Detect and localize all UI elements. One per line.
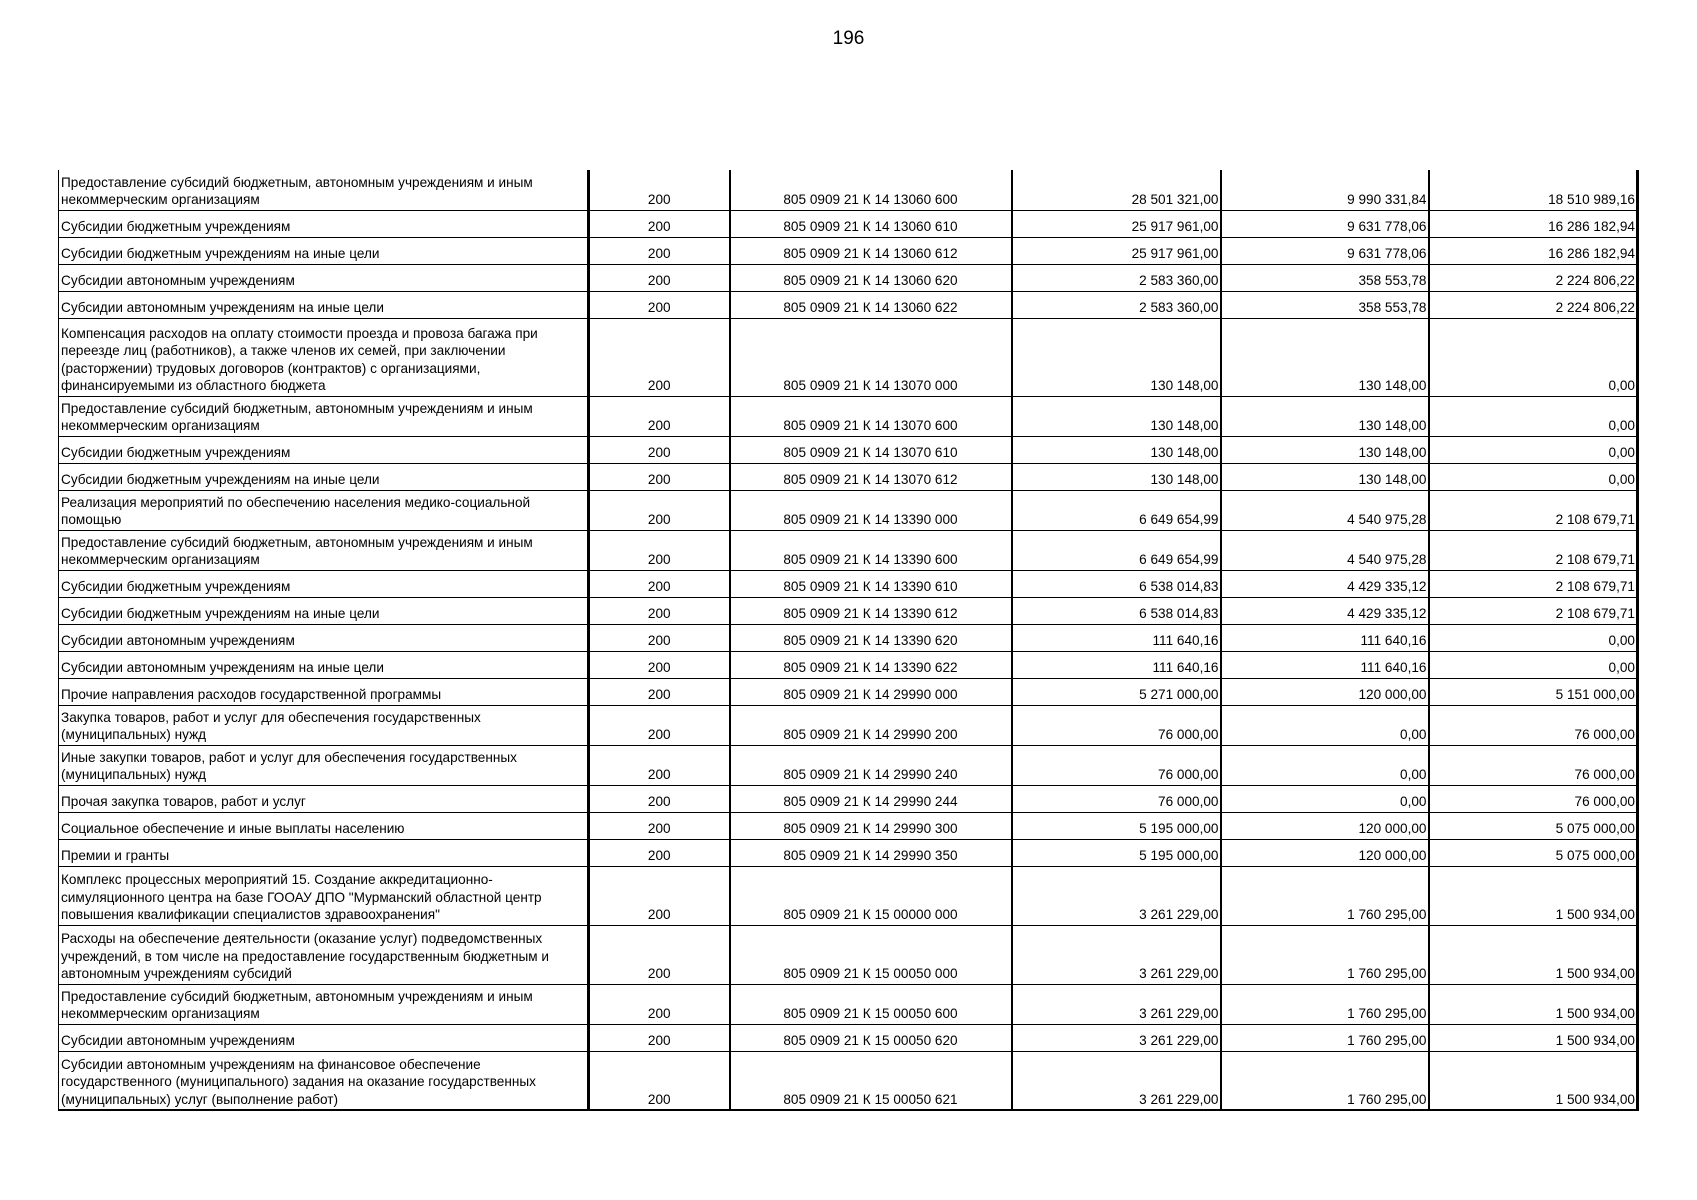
row-approved: 111 640,16 — [1012, 651, 1221, 678]
row-executed: 4 429 335,12 — [1221, 597, 1429, 624]
row-kbk: 805 0909 21 К 15 00050 000 — [730, 925, 1012, 984]
row-code: 200 — [589, 436, 730, 463]
row-code: 200 — [589, 925, 730, 984]
row-kbk: 805 0909 21 К 14 29990 240 — [730, 745, 1012, 785]
table-row — [59, 925, 1638, 984]
row-kbk: 805 0909 21 К 14 13070 000 — [730, 318, 1012, 396]
row-name: Расходы на обеспечение деятельности (оказание услуг) подведомственных учреждений, в том числе на предоставление государственным бюджетным и автономным учреждениям субсидий — [59, 925, 589, 984]
row-name: Субсидии автономным учреждениям — [59, 624, 589, 651]
row-code: 200 — [589, 1051, 730, 1110]
table-row — [59, 745, 1638, 785]
row-executed: 9 631 778,06 — [1221, 210, 1429, 237]
row-code: 200 — [589, 264, 730, 291]
row-unexecuted: 1 500 934,00 — [1429, 866, 1638, 925]
row-approved: 3 261 229,00 — [1012, 1051, 1221, 1110]
row-unexecuted: 16 286 182,94 — [1429, 210, 1638, 237]
row-unexecuted: 5 151 000,00 — [1429, 678, 1638, 705]
row-name: Предоставление субсидий бюджетным, автономным учреждениям и иным некоммерческим организациям — [59, 170, 589, 210]
page-number: 196 — [832, 28, 865, 49]
row-code: 200 — [589, 785, 730, 812]
table-row — [59, 436, 1638, 463]
row-code: 200 — [589, 678, 730, 705]
row-executed: 1 760 295,00 — [1221, 1051, 1429, 1110]
row-executed: 9 631 778,06 — [1221, 237, 1429, 264]
row-code: 200 — [589, 1024, 730, 1051]
row-approved: 2 583 360,00 — [1012, 291, 1221, 318]
row-name: Субсидии автономным учреждениям — [59, 264, 589, 291]
row-name: Комплекс процессных мероприятий 15. Создание аккредитационно-симуляционного центра на базе ГООАУ ДПО "Мурманский областной центр повышения квалификации специалистов здравоохранения" — [59, 866, 589, 925]
row-kbk: 805 0909 21 К 14 13060 612 — [730, 237, 1012, 264]
row-approved: 76 000,00 — [1012, 705, 1221, 745]
row-code: 200 — [589, 530, 730, 570]
row-unexecuted: 5 075 000,00 — [1429, 812, 1638, 839]
row-kbk: 805 0909 21 К 14 13060 610 — [730, 210, 1012, 237]
row-code: 200 — [589, 745, 730, 785]
row-kbk: 805 0909 21 К 14 13060 620 — [730, 264, 1012, 291]
row-name: Премии и гранты — [59, 839, 589, 866]
row-approved: 6 538 014,83 — [1012, 570, 1221, 597]
row-kbk: 805 0909 21 К 14 29990 350 — [730, 839, 1012, 866]
row-code: 200 — [589, 318, 730, 396]
row-unexecuted: 76 000,00 — [1429, 705, 1638, 745]
row-unexecuted: 1 500 934,00 — [1429, 984, 1638, 1024]
row-kbk: 805 0909 21 К 14 13390 600 — [730, 530, 1012, 570]
row-name: Иные закупки товаров, работ и услуг для обеспечения государственных (муниципальных) нужд — [59, 745, 589, 785]
row-approved: 3 261 229,00 — [1012, 925, 1221, 984]
table-row — [59, 812, 1638, 839]
row-name: Субсидии автономным учреждениям на иные цели — [59, 291, 589, 318]
row-executed: 120 000,00 — [1221, 678, 1429, 705]
table-row — [59, 530, 1638, 570]
row-name: Субсидии бюджетным учреждениям на иные цели — [59, 597, 589, 624]
row-unexecuted: 0,00 — [1429, 624, 1638, 651]
row-executed: 111 640,16 — [1221, 651, 1429, 678]
table-row — [59, 678, 1638, 705]
table-row — [59, 651, 1638, 678]
row-code: 200 — [589, 651, 730, 678]
table-row — [59, 170, 1638, 210]
table-row — [59, 597, 1638, 624]
row-executed: 0,00 — [1221, 745, 1429, 785]
row-name: Реализация мероприятий по обеспечению населения медико-социальной помощью — [59, 490, 589, 530]
row-code: 200 — [589, 170, 730, 210]
row-executed: 1 760 295,00 — [1221, 1024, 1429, 1051]
row-approved: 5 271 000,00 — [1012, 678, 1221, 705]
row-approved: 3 261 229,00 — [1012, 1024, 1221, 1051]
row-name: Субсидии бюджетным учреждениям на иные цели — [59, 463, 589, 490]
row-name: Предоставление субсидий бюджетным, автономным учреждениям и иным некоммерческим организациям — [59, 530, 589, 570]
row-unexecuted: 1 500 934,00 — [1429, 1024, 1638, 1051]
row-kbk: 805 0909 21 К 14 29990 300 — [730, 812, 1012, 839]
row-unexecuted: 2 108 679,71 — [1429, 490, 1638, 530]
row-executed: 130 148,00 — [1221, 436, 1429, 463]
row-unexecuted: 16 286 182,94 — [1429, 237, 1638, 264]
row-kbk: 805 0909 21 К 15 00050 620 — [730, 1024, 1012, 1051]
row-approved: 6 538 014,83 — [1012, 597, 1221, 624]
row-code: 200 — [589, 396, 730, 436]
row-executed: 0,00 — [1221, 705, 1429, 745]
row-unexecuted: 2 224 806,22 — [1429, 264, 1638, 291]
row-executed: 358 553,78 — [1221, 264, 1429, 291]
row-name: Субсидии автономным учреждениям — [59, 1024, 589, 1051]
row-name: Субсидии бюджетным учреждениям на иные цели — [59, 237, 589, 264]
row-kbk: 805 0909 21 К 14 13390 610 — [730, 570, 1012, 597]
row-kbk: 805 0909 21 К 14 13390 000 — [730, 490, 1012, 530]
row-kbk: 805 0909 21 К 14 13390 612 — [730, 597, 1012, 624]
row-kbk: 805 0909 21 К 14 13390 620 — [730, 624, 1012, 651]
row-approved: 6 649 654,99 — [1012, 490, 1221, 530]
table-row — [59, 237, 1638, 264]
row-unexecuted: 2 224 806,22 — [1429, 291, 1638, 318]
row-unexecuted: 76 000,00 — [1429, 785, 1638, 812]
row-name: Предоставление субсидий бюджетным, автономным учреждениям и иным некоммерческим организациям — [59, 984, 589, 1024]
row-approved: 76 000,00 — [1012, 785, 1221, 812]
table-row — [59, 839, 1638, 866]
row-kbk: 805 0909 21 К 15 00050 621 — [730, 1051, 1012, 1110]
row-name: Прочая закупка товаров, работ и услуг — [59, 785, 589, 812]
row-code: 200 — [589, 570, 730, 597]
table-row — [59, 705, 1638, 745]
row-executed: 4 540 975,28 — [1221, 530, 1429, 570]
row-approved: 130 148,00 — [1012, 318, 1221, 396]
row-kbk: 805 0909 21 К 14 13060 622 — [730, 291, 1012, 318]
row-kbk: 805 0909 21 К 15 00000 000 — [730, 866, 1012, 925]
row-unexecuted: 1 500 934,00 — [1429, 1051, 1638, 1110]
row-approved: 130 148,00 — [1012, 396, 1221, 436]
row-kbk: 805 0909 21 К 14 29990 200 — [730, 705, 1012, 745]
table-row — [59, 866, 1638, 925]
row-executed: 4 429 335,12 — [1221, 570, 1429, 597]
row-approved: 25 917 961,00 — [1012, 237, 1221, 264]
table-row — [59, 210, 1638, 237]
row-unexecuted: 2 108 679,71 — [1429, 530, 1638, 570]
budget-table-body — [59, 170, 1638, 1110]
row-name: Прочие направления расходов государственной программы — [59, 678, 589, 705]
row-code: 200 — [589, 210, 730, 237]
row-code: 200 — [589, 291, 730, 318]
table-row — [59, 1024, 1638, 1051]
row-unexecuted: 0,00 — [1429, 396, 1638, 436]
row-code: 200 — [589, 705, 730, 745]
row-code: 200 — [589, 237, 730, 264]
row-unexecuted: 2 108 679,71 — [1429, 570, 1638, 597]
table-row — [59, 785, 1638, 812]
row-executed: 120 000,00 — [1221, 812, 1429, 839]
row-code: 200 — [589, 490, 730, 530]
row-code: 200 — [589, 984, 730, 1024]
row-executed: 4 540 975,28 — [1221, 490, 1429, 530]
row-executed: 111 640,16 — [1221, 624, 1429, 651]
row-kbk: 805 0909 21 К 14 13070 600 — [730, 396, 1012, 436]
row-executed: 358 553,78 — [1221, 291, 1429, 318]
row-code: 200 — [589, 812, 730, 839]
row-executed: 130 148,00 — [1221, 463, 1429, 490]
row-unexecuted: 2 108 679,71 — [1429, 597, 1638, 624]
row-executed: 9 990 331,84 — [1221, 170, 1429, 210]
row-approved: 3 261 229,00 — [1012, 866, 1221, 925]
row-executed: 120 000,00 — [1221, 839, 1429, 866]
row-code: 200 — [589, 597, 730, 624]
row-kbk: 805 0909 21 К 14 29990 244 — [730, 785, 1012, 812]
row-code: 200 — [589, 624, 730, 651]
row-name: Субсидии автономным учреждениям на иные цели — [59, 651, 589, 678]
row-executed: 130 148,00 — [1221, 396, 1429, 436]
table-row — [59, 463, 1638, 490]
table-row — [59, 490, 1638, 530]
budget-table — [58, 170, 1639, 1111]
table-row — [59, 1051, 1638, 1110]
table-row — [59, 264, 1638, 291]
row-code: 200 — [589, 866, 730, 925]
row-name: Субсидии автономным учреждениям на финансовое обеспечение государственного (муниципального) задания на оказание государственных (муниципальных) услуг (выполнение работ) — [59, 1051, 589, 1110]
row-approved: 130 148,00 — [1012, 436, 1221, 463]
table-row — [59, 291, 1638, 318]
table-row — [59, 318, 1638, 396]
row-unexecuted: 5 075 000,00 — [1429, 839, 1638, 866]
row-approved: 130 148,00 — [1012, 463, 1221, 490]
row-kbk: 805 0909 21 К 14 13060 600 — [730, 170, 1012, 210]
row-unexecuted: 18 510 989,16 — [1429, 170, 1638, 210]
row-name: Субсидии бюджетным учреждениям — [59, 436, 589, 463]
row-name: Закупка товаров, работ и услуг для обеспечения государственных (муниципальных) нужд — [59, 705, 589, 745]
row-unexecuted: 0,00 — [1429, 651, 1638, 678]
row-executed: 0,00 — [1221, 785, 1429, 812]
table-row — [59, 570, 1638, 597]
row-approved: 111 640,16 — [1012, 624, 1221, 651]
row-unexecuted: 1 500 934,00 — [1429, 925, 1638, 984]
row-name: Социальное обеспечение и иные выплаты населению — [59, 812, 589, 839]
row-executed: 1 760 295,00 — [1221, 925, 1429, 984]
row-kbk: 805 0909 21 К 15 00050 600 — [730, 984, 1012, 1024]
row-executed: 1 760 295,00 — [1221, 984, 1429, 1024]
row-kbk: 805 0909 21 К 14 13070 612 — [730, 463, 1012, 490]
row-executed: 130 148,00 — [1221, 318, 1429, 396]
table-row — [59, 624, 1638, 651]
row-unexecuted: 0,00 — [1429, 436, 1638, 463]
row-kbk: 805 0909 21 К 14 13390 622 — [730, 651, 1012, 678]
row-approved: 76 000,00 — [1012, 745, 1221, 785]
row-unexecuted: 0,00 — [1429, 463, 1638, 490]
row-name: Компенсация расходов на оплату стоимости проезда и провоза багажа при переезде лиц (работников), а также членов их семей, при заключении (расторжении) трудовых договоров (контрактов) с организациями, финансируемыми из областного бюджета — [59, 318, 589, 396]
row-approved: 6 649 654,99 — [1012, 530, 1221, 570]
row-approved: 3 261 229,00 — [1012, 984, 1221, 1024]
row-approved: 5 195 000,00 — [1012, 839, 1221, 866]
row-name: Субсидии бюджетным учреждениям — [59, 570, 589, 597]
table-row — [59, 396, 1638, 436]
row-approved: 2 583 360,00 — [1012, 264, 1221, 291]
row-kbk: 805 0909 21 К 14 29990 000 — [730, 678, 1012, 705]
row-code: 200 — [589, 839, 730, 866]
row-approved: 25 917 961,00 — [1012, 210, 1221, 237]
row-name: Предоставление субсидий бюджетным, автономным учреждениям и иным некоммерческим организациям — [59, 396, 589, 436]
row-name: Субсидии бюджетным учреждениям — [59, 210, 589, 237]
row-executed: 1 760 295,00 — [1221, 866, 1429, 925]
row-approved: 28 501 321,00 — [1012, 170, 1221, 210]
table-row — [59, 984, 1638, 1024]
row-unexecuted: 0,00 — [1429, 318, 1638, 396]
row-code: 200 — [589, 463, 730, 490]
row-kbk: 805 0909 21 К 14 13070 610 — [730, 436, 1012, 463]
row-unexecuted: 76 000,00 — [1429, 745, 1638, 785]
row-approved: 5 195 000,00 — [1012, 812, 1221, 839]
